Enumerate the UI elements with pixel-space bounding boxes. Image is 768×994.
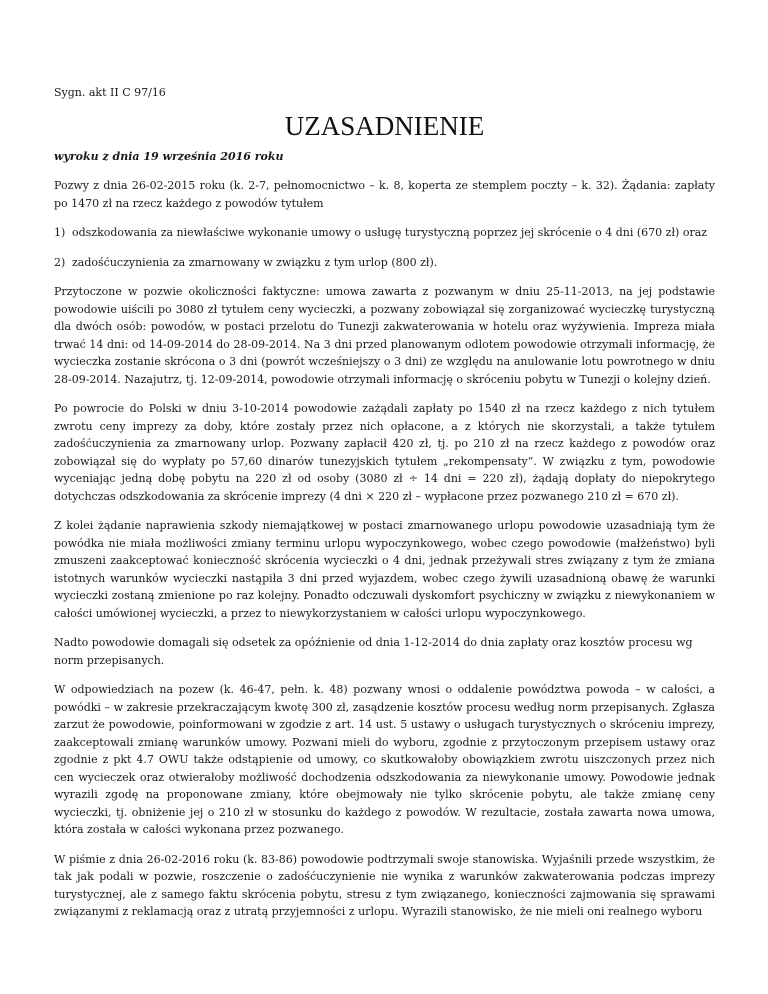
paragraph-return: Po powrocie do Polski w dniu 3-10-2014 powodowie zażądali zapłaty po 1540 zł na rzecz każdego z nich tytułem zwrotu ceny imprezy za doby, które zostały przez nich opłacone, a z których nie skorzystali, a także tytułem zadośćuczynienia za zmarnowany urlop. Pozwany zapłacił 420 zł, tj. po 210 zł na rzecz każdego z powodów oraz zobowiązał się do wypłaty po 57,60 dinarów tunezyjskich tytułem „rekompensaty”. W związku z tym, powodowie wyceniając jedną dobę pobytu na 220 zł od osoby (3080 zł ÷ 14 dni = 220 zł), żądają dopłaty do niepokrytego dotychczas odszkodowania za skrócenie imprezy (4 dni × 220 zł – wypłacone przez pozwanego 210 zł = 670 zł). bbox=[54, 402, 715, 503]
list-item-number: 1) bbox=[54, 226, 66, 239]
list-item-number: 2) bbox=[54, 255, 66, 269]
paragraph-pleading: W piśmie z dnia 26-02-2016 roku (k. 83-86) powodowie podtrzymali swoje stanowiska. Wyjaśnili przede wszystkim, że tak jak podali w pozwie, roszczenie o zadośćuczynienie nie wynika z warunków zakwaterowania podczas imprezy turystycznej, ale z samego faktu skrócenia pobytu, stresu z tym związanego, konieczności zajmowania się sprawami związanymi z reklamacją oraz z utratą przyjemności z urlopu. Wyrazili stanowisko, że nie mieli oni realnego wyboru bbox=[54, 852, 715, 918]
document-subtitle: wyroku z dnia 19 września 2016 roku bbox=[54, 149, 284, 163]
document-page bbox=[54, 84, 715, 933]
list-item-text: zadośćuczynienia za zmarnowany w związku z tym urlop (800 zł). bbox=[72, 255, 438, 269]
paragraph-claims: Pozwy z dnia 26-02-2015 roku (k. 2-7, pełnomocnictwo – k. 8, koperta ze stemplem poczty – k. 32). Żądania: zapłaty po 1470 zł na rzecz każdego z powodów tytułem bbox=[54, 179, 715, 210]
paragraph-response: W odpowiedziach na pozew (k. 46-47, pełn. k. 48) pozwany wnosi o oddalenie powództwa powoda – w całości, a powódki – w zakresie przekraczającym kwotę 300 zł, zasądzenie kosztów procesu według norm przepisanych. Zgłasza zarzut że powodowie, poinformowani w zgodzie z art. 14 ust. 5 ustawy o usługach turystycznych o skróceniu imprezy, zaakceptowali zmianę warunków umowy. Pozwani mieli do wyboru, zgodnie z przytoczonym przepisem ustawy oraz zgodnie z pkt 4.7 OWU także odstąpienie od umowy, co skutkowałoby obowiązkiem zwrotu uiszczonych przez nich cen wycieczek oraz otwierałoby możliwość dochodzenia odszkodowania za niewykonanie umowy. Powodowie jednak wyrazili zgodę na proponowane zmiany, które obejmowały nie tylko skrócenie pobytu, ale także zmianę ceny wycieczki, tj. obniżenie jej o 210 zł w stosunku do każdego z powodów. W rezultacie, została zawarta nowa umowa, która została w całości wykonana przez pozwanego. bbox=[54, 683, 715, 836]
list-item bbox=[54, 224, 715, 242]
document-title: UZASADNIENIE bbox=[284, 110, 485, 141]
paragraph-facts: Przytoczone w pozwie okoliczności faktyczne: umowa zawarta z pozwanym w dniu 25-11-2013, na jej podstawie powodowie uiścili po 3080 zł tytułem ceny wycieczki, a pozwany zobowiązał się zorganizować wycieczkę turystyczną dla dwóch osób: powodów, w postaci przelotu do Tunezji zakwaterowania w hotelu oraz wyżywienia. Impreza miała trwać 14 dni: od 14-09-2014 do 28-09-2014. Na 3 dni przed planowanym odlotem powodowie otrzymali informację, że wycieczka zostanie skrócona o 3 dni (powrót wcześniejszy o 3 dni) ze względu na anulowanie lotu powrotnego w dniu 28-09-2014. Nazajutrz, tj. 12-09-2014, powodowie otrzymali informację o skróceniu pobytu w Tunezji o kolejny dzień. bbox=[54, 285, 715, 386]
paragraph-interest: Nadto powodowie domagali się odsetek za opóźnienie od dnia 1-12-2014 do dnia zapłaty oraz kosztów procesu wg norm przepisanych. bbox=[54, 636, 693, 667]
list-item bbox=[54, 254, 715, 272]
list-item-text: odszkodowania za niewłaściwe wykonanie umowy o usługę turystyczną poprzez jej skrócenie o 4 dni (670 zł) oraz bbox=[72, 226, 708, 239]
paragraph-non-material-damage: Z kolei żądanie naprawienia szkody niemajątkowej w postaci zmarnowanego urlopu powodowie uzasadniają tym że powódka nie miała możliwości zmiany terminu urlopu wypoczynkowego, wobec czego powodowie (małżeństwo) byli zmuszeni zaakceptować konieczność skrócenia wycieczki o 4 dni, jednak przeżywali stres związany z tym że zmiana istotnych warunków wycieczki nastąpiła 3 dni przed wyjazdem, wobec czego żywili uzasadnioną obawę że warunki wycieczki zostaną zmienione po raz kolejny. Ponadto odczuwali dyskomfort psychiczny w związku z niewykonaniem w całości umówionej wycieczki, a przez to niewykorzystaniem w całości urlopu wypoczynkowego. bbox=[54, 519, 715, 620]
case-signature: Sygn. akt II C 97/16 bbox=[54, 86, 166, 99]
